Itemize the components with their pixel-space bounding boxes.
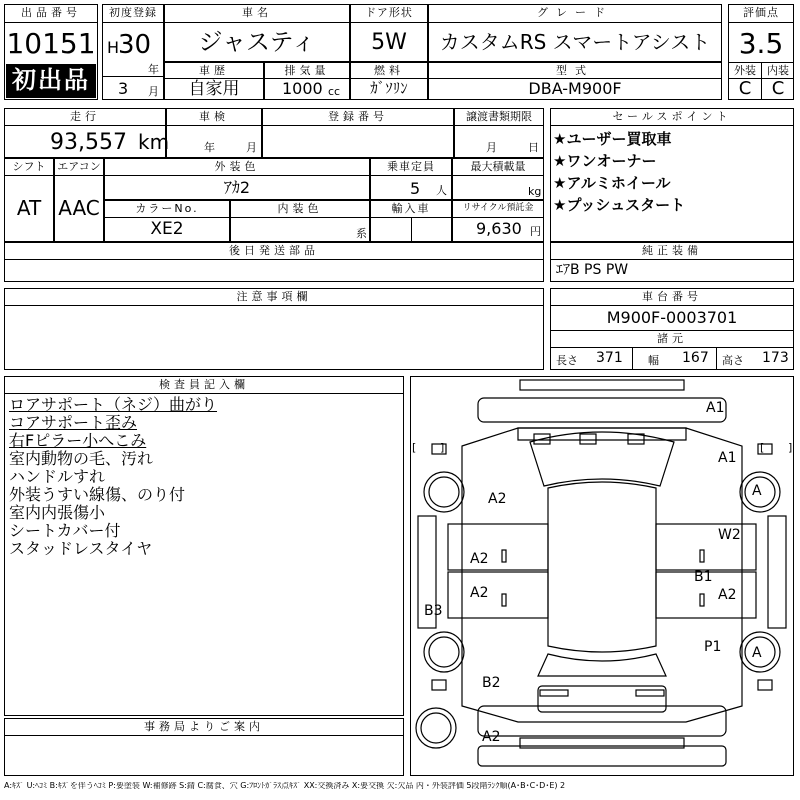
displacement-label: 排気量 [284, 64, 330, 77]
legend: A:ｷｽﾞ U:ﾍｺﾐ B:ｷｽﾞを伴うﾍｺﾐ P:要塗装 W:補修跡 S:錆 C:腐食、穴 G:ﾌﾛﾝﾄｶﾞﾗｽ点ｷｽﾞ XX:交換済み X:要交換 欠:欠品 内・外装評価 5段階ﾗﾝｸ順(A･B･C･D･E) 2 [4, 782, 566, 790]
note-item: 右Fピラー小へこみ [9, 431, 147, 450]
model-code: DBA-M900F [528, 79, 622, 98]
recycle-unit: 円 [530, 225, 541, 238]
color-no-label: カラーNo. [135, 202, 199, 215]
interior-score: C [771, 78, 785, 99]
color-no: XE2 [150, 219, 184, 239]
chassis-number: M900F-0003701 [606, 308, 738, 327]
sales-point: ★アルミホイール [553, 174, 671, 192]
reg-number-label: 登録番号 [328, 110, 388, 123]
mileage: 93,557 [50, 130, 127, 155]
note-item: 外装うすい線傷、のり付 [9, 485, 186, 504]
car-diagram [410, 376, 794, 776]
registration-era: H [107, 38, 120, 57]
history-label: 車歴 [199, 64, 229, 77]
int-color-label: 内装色 [277, 202, 323, 215]
sales-point: ★ワンオーナー [553, 152, 657, 170]
aircon-label: エアコン [57, 160, 101, 173]
recycle-label: リサイクル預託金 [462, 203, 534, 213]
right-front-door [656, 524, 756, 570]
shift: AT [16, 196, 42, 220]
width: 167 [682, 350, 709, 366]
fuel: ｶﾞｿﾘﾝ [370, 79, 408, 97]
bracket: ] [788, 441, 793, 454]
note-item: ハンドルすれ [9, 467, 106, 486]
car-name: ジャスティ [198, 28, 316, 56]
inspection-month-unit: 月 [246, 141, 257, 154]
registration-month: 3 [118, 79, 129, 98]
int-color-unit: 系 [356, 227, 367, 240]
first-listing-text: 初出品 [12, 66, 90, 94]
front-bumper [478, 398, 726, 422]
note-item: スタッドレスタイヤ [9, 539, 153, 558]
exterior-label: 外装 [734, 64, 756, 77]
shift-label: シフト [12, 160, 46, 173]
front-left-wheel [424, 472, 464, 512]
length-label: 長さ [556, 354, 578, 367]
max-load-unit: kg [528, 185, 542, 198]
recycle: 9,630 [476, 219, 522, 238]
chassis-label: 車台番号 [642, 290, 702, 303]
note-item: シートカバー付 [9, 521, 121, 540]
transfer-label: 譲渡書類期限 [466, 110, 532, 123]
left-front-door [448, 524, 548, 570]
registration-year-unit: 年 [148, 63, 159, 76]
mark-right-rear-door: A2 [718, 587, 737, 603]
door-type: 5W [371, 30, 407, 55]
grade: カスタムRS スマートアシスト [439, 30, 711, 54]
capacity-label: 乗車定員 [387, 160, 435, 173]
lot-number-label: 出品番号 [21, 6, 81, 19]
transfer-day-unit: 日 [528, 141, 539, 154]
mark-right-rear: P1 [704, 639, 722, 655]
max-load-label: 最大積載量 [470, 160, 526, 173]
bracket: [ [412, 441, 417, 454]
mark-left-front: A2 [488, 491, 507, 507]
note-item: 室内内張傷小 [9, 503, 106, 522]
lot-number: 10151 [6, 27, 96, 60]
height-label: 高さ [722, 354, 744, 367]
exterior-score: C [738, 78, 752, 99]
capacity: 5 [410, 179, 421, 198]
mileage-label: 走行 [70, 110, 100, 123]
mark-right-front-wheel: A [752, 483, 762, 499]
specs-label: 諸元 [657, 332, 687, 345]
left-rear-door [448, 572, 548, 618]
displacement: 1000 [282, 79, 323, 98]
import-label: 輸入車 [391, 202, 431, 215]
registration-month-unit: 月 [148, 85, 159, 98]
interior-label: 内装 [767, 64, 789, 77]
note-item: ロアサポート（ネジ）曲がり [9, 395, 218, 414]
ext-color: ｱｶ2 [223, 178, 251, 197]
mark-left-sill: B3 [424, 603, 443, 619]
aircon: AAC [58, 196, 100, 220]
mark-right-pillar: B1 [694, 569, 713, 585]
bracket: ] [440, 441, 445, 454]
registration-year: 30 [118, 30, 152, 60]
grade-label: グレード [537, 6, 613, 19]
history: 自家用 [188, 79, 240, 99]
sales-points-label: セールスポイント [612, 110, 732, 123]
rear-window [538, 654, 666, 676]
sales-point: ★ユーザー買取車 [553, 130, 672, 148]
inspection-year-unit: 年 [204, 141, 215, 154]
inspection-label: 車検 [199, 110, 229, 123]
equipment: ｴｱB PS PW [556, 262, 629, 278]
caution-label: 注意事項欄 [236, 290, 312, 303]
car-name-label: 車名 [242, 6, 272, 19]
sales-point: ★プッシュスタート [553, 196, 686, 214]
registration-label: 初度登録 [109, 6, 157, 19]
width-label: 幅 [648, 354, 659, 367]
note-item: 室内動物の毛、汚れ [9, 449, 154, 468]
roof [548, 482, 656, 652]
note-item: コアサポート歪み [9, 413, 138, 432]
inspector-notes [9, 396, 217, 558]
fuel-label: 燃料 [374, 64, 404, 77]
mark-right-rear-wheel: A [752, 645, 762, 661]
door-label: ドア形状 [365, 6, 413, 19]
mark-right-front-door: W2 [718, 527, 741, 543]
mark-left-front-door: A2 [470, 551, 489, 567]
sales-points-list [553, 128, 685, 216]
ext-color-label: 外装色 [214, 160, 260, 173]
mark-rear-bumper: A2 [482, 729, 501, 745]
length: 371 [596, 350, 623, 366]
score-value: 3.5 [738, 27, 784, 60]
rear-left-wheel [424, 632, 464, 672]
inspector-label: 検査員記入欄 [159, 378, 249, 391]
mark-left-rear-door: A2 [470, 585, 489, 601]
score-label: 評価点 [743, 6, 779, 19]
mileage-unit: km [138, 130, 170, 154]
model-label: 型式 [556, 64, 594, 77]
spare-wheel [416, 708, 456, 748]
height: 173 [762, 350, 789, 366]
office-label: 事務局よりご案内 [144, 720, 264, 733]
mark-front-bumper: A1 [706, 400, 725, 416]
mark-right-fender: A1 [718, 450, 737, 466]
equipment-label: 純正装備 [642, 244, 702, 257]
mark-rear-left: B2 [482, 675, 501, 691]
capacity-unit: 人 [436, 184, 447, 197]
bracket: [ [760, 441, 765, 454]
displacement-unit: cc [328, 85, 341, 98]
later-parts-label: 後日発送部品 [229, 244, 319, 257]
transfer-month-unit: 月 [486, 141, 497, 154]
